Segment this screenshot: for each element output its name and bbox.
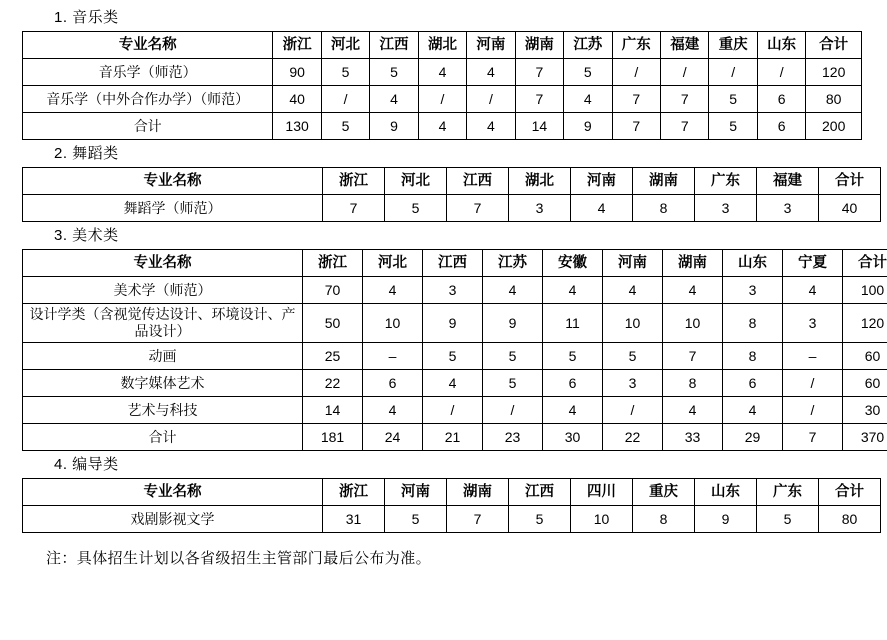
cell: 5	[709, 86, 757, 113]
col-header: 浙江	[273, 32, 321, 59]
cell: 5	[509, 506, 571, 533]
col-header: 山东	[757, 32, 805, 59]
col-header: 广东	[695, 168, 757, 195]
cell: 4	[363, 397, 423, 424]
cell: 120	[843, 304, 887, 343]
table-row	[23, 304, 887, 343]
col-header: 重庆	[633, 479, 695, 506]
cell: 10	[663, 304, 723, 343]
cell: /	[783, 397, 843, 424]
col-header: 四川	[571, 479, 633, 506]
cell: 8	[633, 506, 695, 533]
cell: 5	[603, 343, 663, 370]
table-row	[23, 343, 887, 370]
col-header: 专业名称	[23, 32, 273, 59]
section-title-fineart: 3. 美术类	[54, 227, 119, 244]
row-name: 舞蹈学（师范）	[23, 195, 323, 222]
table-dance	[22, 167, 881, 222]
cell: 4	[370, 86, 418, 113]
col-header: 专业名称	[23, 250, 303, 277]
cell: 7	[323, 195, 385, 222]
cell: 4	[543, 277, 603, 304]
cell: 4	[418, 59, 466, 86]
cell: 7	[661, 113, 709, 140]
row-name: 设计学类（含视觉传达设计、环境设计、产品设计）	[23, 304, 303, 343]
cell: 8	[633, 195, 695, 222]
cell: 33	[663, 424, 723, 451]
col-header: 湖南	[633, 168, 695, 195]
col-header: 合计	[843, 250, 887, 277]
cell: 7	[447, 506, 509, 533]
col-header: 河北	[385, 168, 447, 195]
table-header-row	[23, 479, 881, 506]
col-header: 河南	[571, 168, 633, 195]
cell: /	[418, 86, 466, 113]
table-wrap-fineart	[22, 249, 887, 451]
cell: 7	[447, 195, 509, 222]
col-header: 江西	[447, 168, 509, 195]
table-row-total	[23, 424, 887, 451]
cell: 9	[423, 304, 483, 343]
table-header-row	[23, 168, 881, 195]
cell: 40	[819, 195, 881, 222]
cell: 10	[363, 304, 423, 343]
cell: 5	[321, 113, 369, 140]
col-header: 合计	[819, 479, 881, 506]
cell: 31	[323, 506, 385, 533]
cell: /	[783, 370, 843, 397]
col-header: 江西	[423, 250, 483, 277]
table-row	[23, 86, 862, 113]
cell: 5	[543, 343, 603, 370]
col-header: 湖北	[418, 32, 466, 59]
col-header: 湖北	[509, 168, 571, 195]
col-header: 山东	[695, 479, 757, 506]
col-header: 福建	[757, 168, 819, 195]
col-header: 河北	[363, 250, 423, 277]
row-name: 美术学（师范）	[23, 277, 303, 304]
cell: /	[603, 397, 663, 424]
cell: 4	[467, 113, 515, 140]
cell: 7	[612, 113, 660, 140]
cell: 6	[723, 370, 783, 397]
cell: 8	[663, 370, 723, 397]
cell: /	[757, 59, 805, 86]
cell: 3	[723, 277, 783, 304]
cell: 60	[843, 343, 887, 370]
cell: 3	[783, 304, 843, 343]
cell: 9	[483, 304, 543, 343]
cell: 4	[483, 277, 543, 304]
cell: 50	[303, 304, 363, 343]
cell: 181	[303, 424, 363, 451]
cell: 30	[843, 397, 887, 424]
cell: 70	[303, 277, 363, 304]
cell: 5	[483, 370, 543, 397]
col-header: 浙江	[323, 168, 385, 195]
cell: 14	[303, 397, 363, 424]
row-name: 合计	[23, 424, 303, 451]
col-header: 湖南	[663, 250, 723, 277]
cell: 100	[843, 277, 887, 304]
cell: –	[363, 343, 423, 370]
col-header: 专业名称	[23, 168, 323, 195]
col-header: 广东	[612, 32, 660, 59]
cell: /	[483, 397, 543, 424]
cell: 40	[273, 86, 321, 113]
col-header: 江西	[509, 479, 571, 506]
cell: –	[783, 343, 843, 370]
cell: 4	[571, 195, 633, 222]
cell: 5	[483, 343, 543, 370]
cell: 6	[363, 370, 423, 397]
col-header: 浙江	[303, 250, 363, 277]
col-header: 江苏	[564, 32, 612, 59]
cell: 3	[509, 195, 571, 222]
table-directing	[22, 478, 881, 533]
section-title-directing: 4. 编导类	[54, 456, 119, 473]
cell: 22	[303, 370, 363, 397]
table-row	[23, 195, 881, 222]
col-header: 河南	[467, 32, 515, 59]
table-wrap-directing	[22, 478, 887, 533]
cell: /	[321, 86, 369, 113]
cell: 4	[363, 277, 423, 304]
row-name: 合计	[23, 113, 273, 140]
cell: 10	[571, 506, 633, 533]
cell: 120	[806, 59, 862, 86]
cell: 29	[723, 424, 783, 451]
col-header: 重庆	[709, 32, 757, 59]
cell: 9	[564, 113, 612, 140]
cell: 4	[564, 86, 612, 113]
cell: 4	[783, 277, 843, 304]
cell: 8	[723, 304, 783, 343]
row-name: 音乐学（中外合作办学）（师范）	[23, 86, 273, 113]
table-header-row	[23, 32, 862, 59]
row-name: 音乐学（师范）	[23, 59, 273, 86]
col-header: 合计	[819, 168, 881, 195]
col-header: 河北	[321, 32, 369, 59]
cell: 7	[515, 59, 563, 86]
cell: 5	[709, 113, 757, 140]
cell: 4	[467, 59, 515, 86]
table-wrap-dance	[22, 167, 887, 222]
row-name: 艺术与科技	[23, 397, 303, 424]
cell: 9	[370, 113, 418, 140]
cell: 4	[543, 397, 603, 424]
cell: 80	[819, 506, 881, 533]
table-row	[23, 506, 881, 533]
cell: /	[467, 86, 515, 113]
cell: 3	[603, 370, 663, 397]
table-row	[23, 59, 862, 86]
section-title-dance: 2. 舞蹈类	[54, 145, 119, 162]
table-header-row	[23, 250, 887, 277]
cell: 5	[757, 506, 819, 533]
col-header: 宁夏	[783, 250, 843, 277]
cell: 3	[423, 277, 483, 304]
cell: 5	[385, 506, 447, 533]
row-name: 数字媒体艺术	[23, 370, 303, 397]
cell: 10	[603, 304, 663, 343]
table-row-total	[23, 113, 862, 140]
cell: 7	[663, 343, 723, 370]
cell: /	[612, 59, 660, 86]
cell: 80	[806, 86, 862, 113]
cell: 4	[603, 277, 663, 304]
cell: /	[423, 397, 483, 424]
cell: 24	[363, 424, 423, 451]
cell: 90	[273, 59, 321, 86]
row-name: 戏剧影视文学	[23, 506, 323, 533]
table-wrap-music	[22, 31, 887, 140]
col-header: 湖南	[447, 479, 509, 506]
col-header: 江西	[370, 32, 418, 59]
col-header: 河南	[603, 250, 663, 277]
cell: 14	[515, 113, 563, 140]
cell: 370	[843, 424, 887, 451]
col-header: 广东	[757, 479, 819, 506]
cell: 7	[661, 86, 709, 113]
col-header: 湖南	[515, 32, 563, 59]
col-header: 江苏	[483, 250, 543, 277]
cell: 9	[695, 506, 757, 533]
table-music	[22, 31, 862, 140]
cell: 6	[543, 370, 603, 397]
cell: 7	[612, 86, 660, 113]
cell: 5	[385, 195, 447, 222]
table-row	[23, 277, 887, 304]
cell: 25	[303, 343, 363, 370]
footnote: 注：具体招生计划以各省级招生主管部门最后公布为准。	[46, 550, 432, 567]
col-header: 浙江	[323, 479, 385, 506]
col-header: 福建	[661, 32, 709, 59]
col-header: 合计	[806, 32, 862, 59]
cell: 21	[423, 424, 483, 451]
cell: /	[661, 59, 709, 86]
cell: 3	[695, 195, 757, 222]
cell: 8	[723, 343, 783, 370]
table-fineart	[22, 249, 887, 451]
cell: 6	[757, 113, 805, 140]
cell: 22	[603, 424, 663, 451]
cell: /	[709, 59, 757, 86]
col-header: 河南	[385, 479, 447, 506]
cell: 130	[273, 113, 321, 140]
table-row	[23, 370, 887, 397]
table-row	[23, 397, 887, 424]
cell: 4	[723, 397, 783, 424]
section-title-music: 1. 音乐类	[54, 9, 119, 26]
col-header: 山东	[723, 250, 783, 277]
col-header: 专业名称	[23, 479, 323, 506]
cell: 4	[663, 397, 723, 424]
col-header: 安徽	[543, 250, 603, 277]
cell: 7	[783, 424, 843, 451]
cell: 5	[370, 59, 418, 86]
cell: 7	[515, 86, 563, 113]
cell: 200	[806, 113, 862, 140]
cell: 5	[423, 343, 483, 370]
cell: 4	[418, 113, 466, 140]
row-name: 动画	[23, 343, 303, 370]
cell: 3	[757, 195, 819, 222]
cell: 5	[321, 59, 369, 86]
cell: 5	[564, 59, 612, 86]
cell: 30	[543, 424, 603, 451]
cell: 11	[543, 304, 603, 343]
cell: 60	[843, 370, 887, 397]
cell: 23	[483, 424, 543, 451]
cell: 4	[663, 277, 723, 304]
cell: 4	[423, 370, 483, 397]
cell: 6	[757, 86, 805, 113]
